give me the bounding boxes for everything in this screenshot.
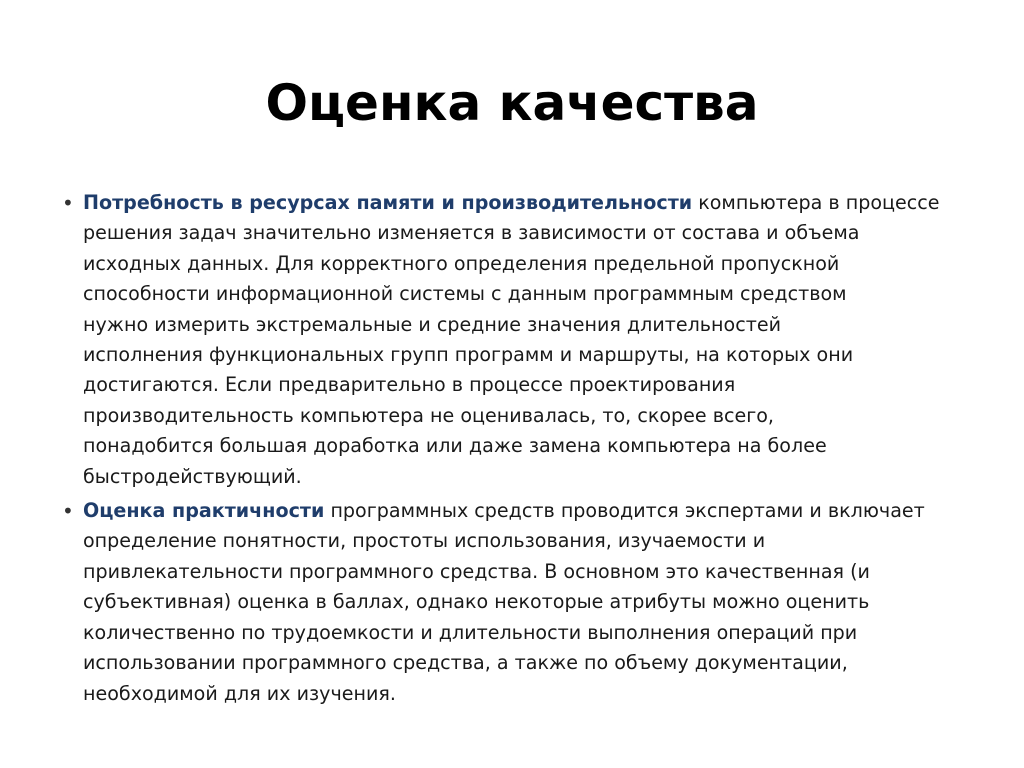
bullet-first-line (83, 496, 972, 526)
bullet-line: производительность компьютера не оценивалась, то, скорее всего, (83, 403, 775, 427)
bullet-line: исходных данных. Для корректного определения предельной пропускной (83, 251, 840, 275)
bullet-line: количественно по трудоемкости и длительности выполнения операций при (83, 620, 858, 644)
bullet-line: привлекательности программного средства. В основном это качественная (и (83, 559, 870, 583)
bullet-line: субъективная) оценка в баллах, однако некоторые атрибуты можно оценить (83, 590, 870, 614)
slide-title: Оценка качества (265, 74, 759, 132)
bullet-term: Потребность в ресурсах памяти и производительности (83, 191, 693, 214)
bullet-line: исполнения функциональных групп программ и маршруты, на которых они (83, 343, 854, 367)
bullet-memory-performance (62, 188, 972, 492)
bullet-line: использовании программного средства, а также по объему документации, (83, 651, 848, 675)
bullet-text: компьютера в процессе (698, 191, 940, 214)
slide-body (62, 188, 972, 709)
bullet-line: необходимой для их изучения. (83, 681, 396, 705)
bullet-line: быстродействующий. (83, 464, 302, 488)
bullet-first-line (83, 188, 972, 218)
bullet-dot-icon: • (62, 499, 74, 524)
bullet-usability (62, 496, 972, 709)
bullet-line: нужно измерить экстремальные и средние значения длительностей (83, 312, 781, 336)
bullet-line: определение понятности, простоты использования, изучаемости и (83, 529, 766, 553)
bullet-dot-icon: • (62, 191, 74, 215)
bullet-line: понадобится большая доработка или даже замена компьютера на более (83, 434, 827, 458)
bullet-line: достигаются. Если предварительно в процессе проектирования (83, 373, 736, 397)
bullet-text: программных средств проводится экспертами и включает (330, 499, 925, 523)
bullet-line: решения задач значительно изменяется в зависимости от состава и объема (83, 221, 860, 245)
bullet-term: Оценка практичности (83, 499, 325, 523)
bullet-line: способности информационной системы с данным программным средством (83, 282, 847, 306)
